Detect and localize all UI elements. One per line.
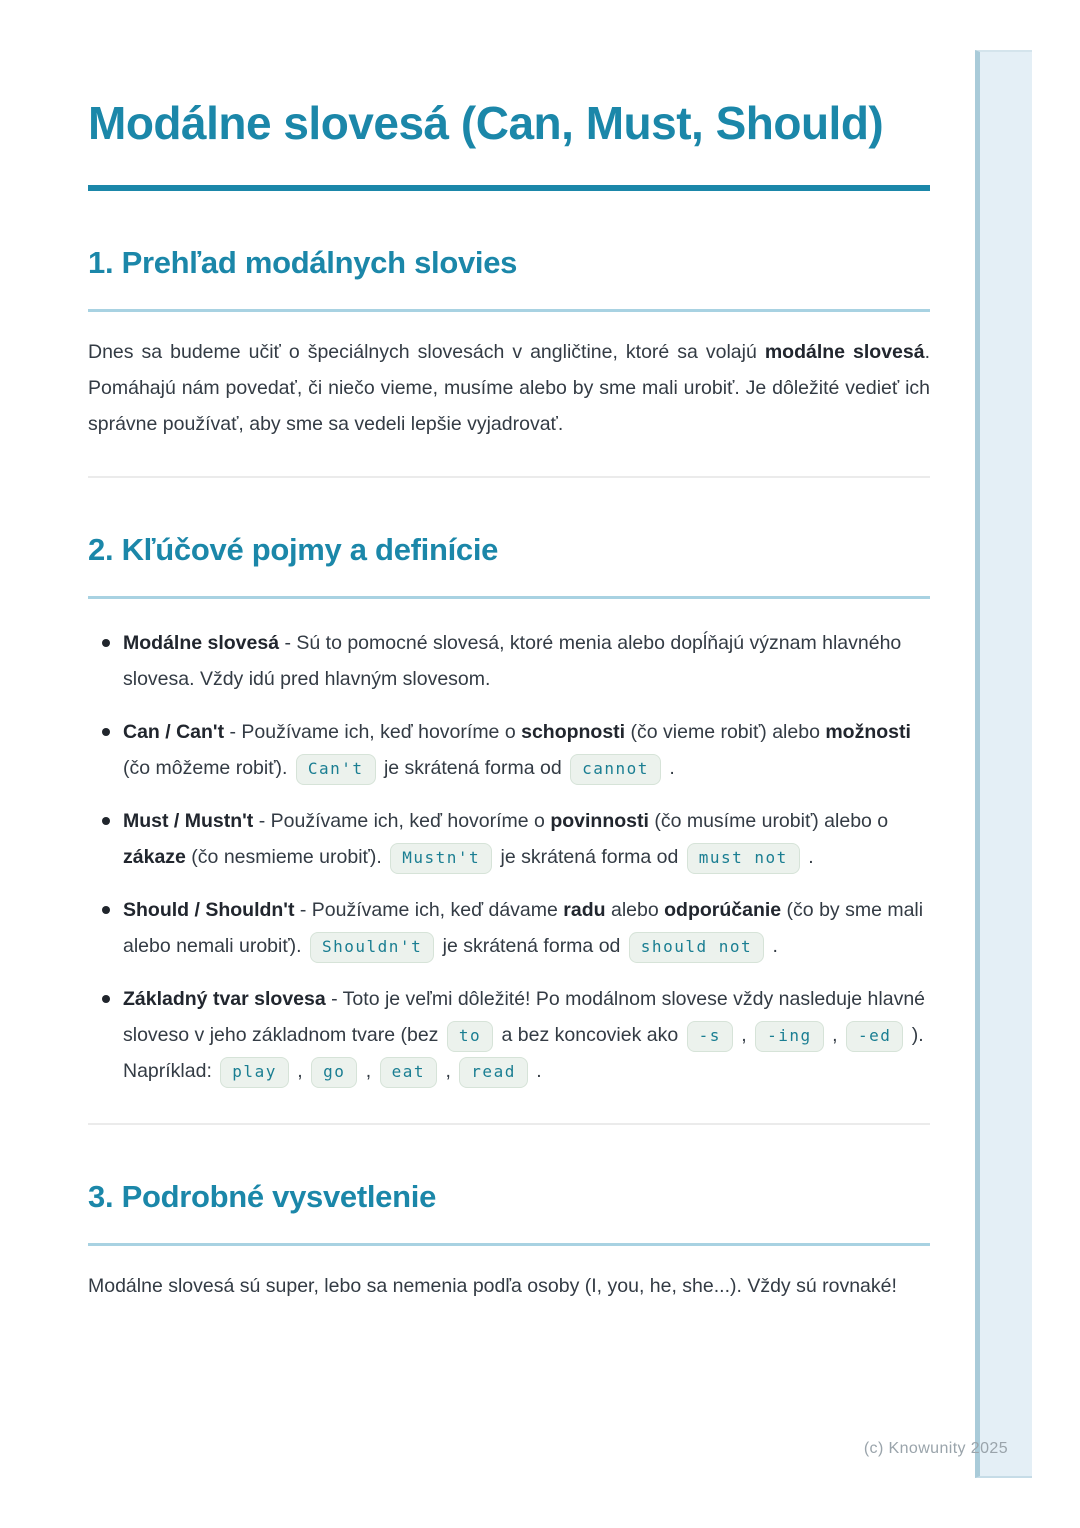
bold-term: Must / Mustn't [123,810,254,833]
heading-underline [88,309,930,312]
code-chip: -ed [846,1021,903,1052]
list-item: Must / Mustn't - Používame ich, keď hovoríme o povinnosti (čo musíme urobiť) alebo o zákaze (čo nesmieme urobiť). Mustn't je skrátená forma od must not . [88,803,930,875]
footer-credit: (c) Knowunity 2025 [863,1440,1008,1457]
code-chip: cannot [570,754,661,785]
code-chip: play [220,1057,289,1088]
code-chip: -ing [755,1021,824,1052]
code-chip: read [459,1057,528,1088]
title-rule [88,185,930,191]
bold-term: odporúčanie [664,899,782,922]
document-page [88,0,930,1324]
side-accent-bar [975,50,1032,1478]
list-item: Základný tvar slovesa - Toto je veľmi dôležité! Po modálnom slovese vždy nasleduje hlavné sloveso v jeho základnom tvare (bez to a bez koncoviek ako -s , -ing , -ed ). Napríklad: play , go , eat , read . [88,981,930,1089]
bold-term: Can / Can't [123,721,225,744]
code-chip: eat [380,1057,437,1088]
concepts-bullet-list [88,625,930,1089]
bold-term: zákaze [123,846,186,869]
section-overview-heading: 1. Prehľad modálnych slovies [88,245,518,281]
detail-paragraph: Modálne slovesá sú super, lebo sa nemenia podľa osoby (I, you, he, she...). Vždy sú rovnaké! [88,1275,897,1298]
code-chip: should not [629,932,764,963]
code-chip: must not [687,843,800,874]
list-item: Modálne slovesá - Sú to pomocné slovesá, ktoré menia alebo dopĺňajú význam hlavného slovesa. Vždy idú pred hlavným slovesom. [88,625,930,697]
bold-term: modálne slovesá [764,341,925,364]
bold-term: Základný tvar slovesa [123,988,326,1011]
code-chip: Shouldn't [310,932,434,963]
bold-term: Should / Shouldn't [123,899,295,922]
code-chip: -s [687,1021,733,1052]
section-concepts-heading: 2. Kľúčové pojmy a definície [88,532,499,568]
bold-term: schopnosti [521,721,626,744]
bold-term: radu [563,899,606,922]
section-divider [88,476,930,478]
section-detail-heading: 3. Podrobné vysvetlenie [88,1179,437,1215]
section-overview [88,243,930,442]
section-concepts [88,530,930,1089]
bold-term: povinnosti [550,810,649,833]
heading-underline [88,596,930,599]
bold-term: možnosti [825,721,911,744]
code-chip: Can't [296,754,376,785]
heading-underline [88,1243,930,1246]
code-chip: Mustn't [390,843,492,874]
code-chip: to [447,1021,493,1052]
section-divider [88,1123,930,1125]
code-chip: go [311,1057,357,1088]
page-title: Modálne slovesá (Can, Must, Should) [88,97,884,149]
list-item: Can / Can't - Používame ich, keď hovoríme o schopnosti (čo vieme robiť) alebo možnosti (čo môžeme robiť). Can't je skrátená forma od cannot . [88,714,930,786]
overview-paragraph: Dnes sa budeme učiť o špeciálnych slovesách v angličtine, ktoré sa volajú modálne slovesá. Pomáhajú nám povedať, či niečo vieme, musíme alebo by sme mali urobiť. Je dôležité vedieť ich správne používať, aby sme sa vedeli lepšie vyjadrovať. [88,341,930,436]
list-item: Should / Shouldn't - Používame ich, keď dávame radu alebo odporúčanie (čo by sme mali alebo nemali urobiť). Shouldn't je skrátená forma od should not . [88,892,930,964]
bold-term: Modálne slovesá [123,632,280,655]
section-detail [88,1177,930,1304]
